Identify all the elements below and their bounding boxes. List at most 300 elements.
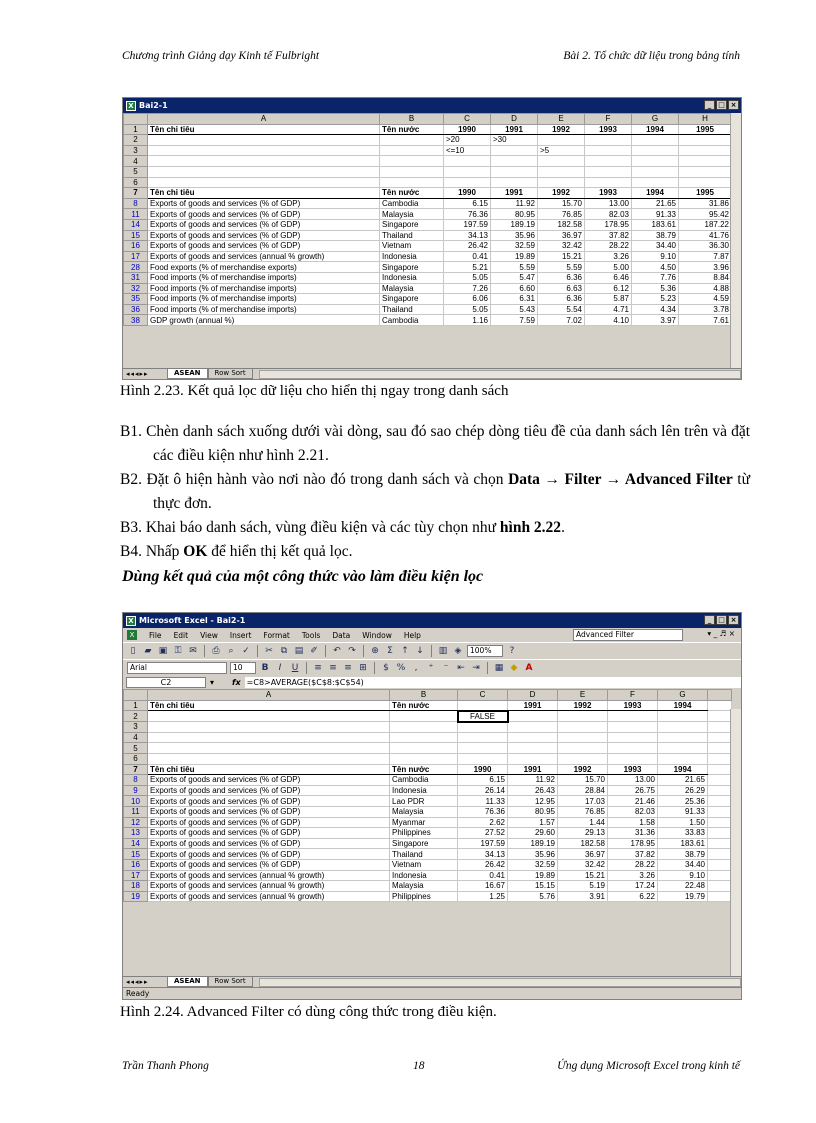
cell[interactable] <box>632 145 679 156</box>
cell[interactable] <box>148 135 380 146</box>
cell[interactable]: 3.78 <box>679 304 732 315</box>
cell[interactable]: 11.92 <box>508 775 558 786</box>
cell[interactable]: Indonesia <box>380 272 444 283</box>
cell[interactable] <box>679 177 732 188</box>
cell[interactable] <box>608 743 658 754</box>
cell[interactable] <box>491 177 538 188</box>
cell[interactable]: 26.14 <box>458 785 508 796</box>
column-header[interactable]: E <box>538 114 585 125</box>
align-left-icon[interactable]: ≡ <box>314 663 322 673</box>
help-question-box[interactable]: Advanced Filter <box>573 629 683 641</box>
cell[interactable]: 5.87 <box>585 294 632 305</box>
cell[interactable]: Thailand <box>380 304 444 315</box>
row-header[interactable]: 5 <box>124 743 148 754</box>
cell[interactable]: Food imports (% of merchandise imports) <box>148 283 380 294</box>
cell[interactable]: Exports of goods and services (% of GDP) <box>148 859 390 870</box>
minimize-icon[interactable]: _ <box>704 615 715 625</box>
workbook-icon[interactable]: X <box>127 630 137 640</box>
worksheet-grid[interactable] <box>123 113 732 326</box>
cell[interactable]: Tên chỉ tiêu <box>148 700 390 711</box>
cell[interactable] <box>491 156 538 167</box>
open-icon[interactable]: ▰ <box>144 646 152 656</box>
cell[interactable]: Tên nước <box>380 124 444 135</box>
cell[interactable]: 5.05 <box>444 272 491 283</box>
cell[interactable] <box>148 722 390 733</box>
cell[interactable]: Vietnam <box>390 859 458 870</box>
cell[interactable] <box>708 870 732 881</box>
cell[interactable]: Food imports (% of merchandise imports) <box>148 294 380 305</box>
cell[interactable] <box>538 166 585 177</box>
menu-insert[interactable]: Insert <box>229 630 252 640</box>
row-header[interactable]: 7 <box>124 188 148 199</box>
increase-indent-icon[interactable]: ⇥ <box>472 663 480 673</box>
paste-icon[interactable]: ▤ <box>294 646 304 656</box>
row-header[interactable]: 9 <box>124 785 148 796</box>
cell[interactable]: Tên nước <box>390 764 458 775</box>
cell[interactable] <box>458 700 508 711</box>
cell[interactable]: 35.96 <box>508 849 558 860</box>
cell[interactable] <box>585 135 632 146</box>
format-painter-icon[interactable]: ✐ <box>310 646 318 656</box>
row-header[interactable]: 16 <box>124 859 148 870</box>
cell[interactable]: 6.46 <box>585 272 632 283</box>
cell[interactable]: 187.22 <box>679 219 732 230</box>
cell[interactable]: Exports of goods and services (% of GDP) <box>148 817 390 828</box>
cell[interactable]: 26.42 <box>444 241 491 252</box>
minimize-icon[interactable]: _ <box>704 100 715 110</box>
maximize-icon[interactable]: □ <box>716 615 727 625</box>
cell[interactable]: 1994 <box>632 124 679 135</box>
cell[interactable]: Exports of goods and services (annual % growth) <box>148 870 390 881</box>
menu-data[interactable]: Data <box>332 630 351 640</box>
tab-nav-arrows-icon[interactable]: ◂◂◂▸▸ <box>126 978 149 986</box>
cell[interactable]: Tên nước <box>380 188 444 199</box>
italic-icon[interactable]: I <box>278 663 282 673</box>
cell[interactable]: 34.13 <box>444 230 491 241</box>
cell[interactable]: 26.42 <box>458 859 508 870</box>
cell[interactable]: GDP growth (annual %) <box>148 315 380 326</box>
maximize-icon[interactable]: □ <box>716 100 727 110</box>
cell[interactable]: 1992 <box>558 764 608 775</box>
name-box[interactable]: C2 <box>126 677 206 688</box>
cell[interactable]: 5.05 <box>444 304 491 315</box>
cell[interactable]: 178.95 <box>585 219 632 230</box>
cell[interactable] <box>658 732 708 743</box>
cell[interactable] <box>508 743 558 754</box>
row-header[interactable]: 18 <box>124 881 148 892</box>
redo-icon[interactable]: ↷ <box>348 646 356 656</box>
cell[interactable] <box>148 145 380 156</box>
cell[interactable] <box>708 828 732 839</box>
formula-input[interactable]: =C8>AVERAGE($C$8:$C$54) <box>245 677 741 688</box>
cell[interactable] <box>658 743 708 754</box>
row-header[interactable]: 14 <box>124 219 148 230</box>
cell[interactable]: 6.15 <box>444 198 491 209</box>
cell[interactable]: FALSE <box>458 711 508 722</box>
cell[interactable]: 6.31 <box>491 294 538 305</box>
cell[interactable] <box>558 722 608 733</box>
cell[interactable]: Lao PDR <box>390 796 458 807</box>
cell[interactable]: Exports of goods and services (% of GDP) <box>148 775 390 786</box>
cell[interactable] <box>708 785 732 796</box>
cell[interactable]: 82.03 <box>608 806 658 817</box>
cell[interactable] <box>679 135 732 146</box>
cell[interactable]: Food imports (% of merchandise imports) <box>148 272 380 283</box>
cell[interactable]: 1.57 <box>508 817 558 828</box>
column-header[interactable]: F <box>608 690 658 701</box>
cell[interactable]: Indonesia <box>390 870 458 881</box>
cell[interactable]: 76.36 <box>458 806 508 817</box>
function-icon[interactable]: fx <box>232 678 241 687</box>
worksheet-grid[interactable] <box>123 689 732 902</box>
menu-edit[interactable]: Edit <box>173 630 189 640</box>
cell[interactable]: 15.70 <box>558 775 608 786</box>
comma-icon[interactable]: , <box>414 663 418 673</box>
cell[interactable] <box>444 156 491 167</box>
cell[interactable]: <=10 <box>444 145 491 156</box>
cell[interactable]: 3.26 <box>608 870 658 881</box>
cell[interactable] <box>558 732 608 743</box>
spelling-icon[interactable]: ✓ <box>242 646 250 656</box>
row-header[interactable]: 8 <box>124 775 148 786</box>
cell[interactable]: 1.16 <box>444 315 491 326</box>
new-icon[interactable]: ▯ <box>130 646 136 656</box>
cell[interactable]: Tên nước <box>390 700 458 711</box>
cell[interactable]: Malaysia <box>380 209 444 220</box>
tab-asean[interactable]: ASEAN <box>167 977 208 987</box>
cell[interactable]: >5 <box>538 145 585 156</box>
cell[interactable]: 28.84 <box>558 785 608 796</box>
tab-row-sort[interactable]: Row Sort <box>208 977 253 987</box>
cell[interactable]: 7.02 <box>538 315 585 326</box>
cell[interactable]: 4.71 <box>585 304 632 315</box>
cell[interactable]: 0.41 <box>458 870 508 881</box>
tab-asean[interactable]: ASEAN <box>167 369 208 379</box>
column-header[interactable]: A <box>148 114 380 125</box>
cell[interactable]: Indonesia <box>390 785 458 796</box>
row-header[interactable]: 11 <box>124 806 148 817</box>
column-header[interactable] <box>708 690 732 701</box>
cell[interactable]: 1994 <box>658 700 708 711</box>
cell[interactable] <box>538 135 585 146</box>
cell[interactable]: 41.76 <box>679 230 732 241</box>
vertical-scrollbar[interactable] <box>730 113 741 368</box>
align-right-icon[interactable]: ≡ <box>344 663 352 673</box>
cell[interactable]: 5.00 <box>585 262 632 273</box>
hyperlink-icon[interactable]: ⊕ <box>371 646 379 656</box>
cell[interactable]: 1990 <box>444 188 491 199</box>
cell[interactable] <box>380 166 444 177</box>
cell[interactable]: Vietnam <box>380 241 444 252</box>
cell[interactable] <box>508 711 558 722</box>
cell[interactable]: Philippines <box>390 891 458 902</box>
column-header[interactable]: D <box>491 114 538 125</box>
cell[interactable] <box>458 722 508 733</box>
cell[interactable]: 5.54 <box>538 304 585 315</box>
cell[interactable]: Exports of goods and services (% of GDP) <box>148 785 390 796</box>
vertical-scrollbar[interactable] <box>730 709 741 976</box>
borders-icon[interactable]: ▦ <box>494 663 504 673</box>
cell[interactable] <box>708 859 732 870</box>
cell[interactable] <box>585 166 632 177</box>
cell[interactable]: 183.61 <box>658 838 708 849</box>
cell[interactable]: 6.63 <box>538 283 585 294</box>
cell[interactable]: 5.59 <box>491 262 538 273</box>
cell[interactable]: 19.89 <box>508 870 558 881</box>
row-header[interactable]: 35 <box>124 294 148 305</box>
cell[interactable]: 4.50 <box>632 262 679 273</box>
column-header[interactable]: D <box>508 690 558 701</box>
cell[interactable]: Exports of goods and services (% of GDP) <box>148 241 380 252</box>
cell[interactable]: 37.82 <box>608 849 658 860</box>
cell[interactable]: 76.36 <box>444 209 491 220</box>
cell[interactable]: Exports of goods and services (% of GDP) <box>148 838 390 849</box>
cell[interactable]: 34.13 <box>458 849 508 860</box>
cell[interactable] <box>608 711 658 722</box>
cell[interactable]: 26.43 <box>508 785 558 796</box>
row-header[interactable]: 15 <box>124 230 148 241</box>
row-header[interactable]: 4 <box>124 732 148 743</box>
cell[interactable] <box>458 753 508 764</box>
cell[interactable]: 4.10 <box>585 315 632 326</box>
print-preview-icon[interactable]: ⌕ <box>228 646 234 656</box>
cell[interactable]: Exports of goods and services (annual % growth) <box>148 881 390 892</box>
cell[interactable]: Tên chỉ tiêu <box>148 124 380 135</box>
dropdown-arrow-icon[interactable]: ▾ <box>210 678 215 687</box>
column-header[interactable]: B <box>390 690 458 701</box>
cell[interactable] <box>148 177 380 188</box>
cell[interactable]: 1.44 <box>558 817 608 828</box>
cell[interactable]: 189.19 <box>508 838 558 849</box>
cell[interactable]: 15.70 <box>538 198 585 209</box>
cell[interactable]: >30 <box>491 135 538 146</box>
cell[interactable]: 32.59 <box>508 859 558 870</box>
cell[interactable]: 15.21 <box>558 870 608 881</box>
cut-icon[interactable]: ✂ <box>265 646 273 656</box>
row-header[interactable]: 38 <box>124 315 148 326</box>
cell[interactable] <box>608 722 658 733</box>
row-header[interactable]: 6 <box>124 177 148 188</box>
cell[interactable] <box>380 135 444 146</box>
cell[interactable] <box>679 145 732 156</box>
row-header[interactable]: 15 <box>124 849 148 860</box>
row-header[interactable]: 2 <box>124 135 148 146</box>
cell[interactable] <box>458 743 508 754</box>
cell[interactable]: 91.33 <box>658 806 708 817</box>
row-header[interactable]: 4 <box>124 156 148 167</box>
cell[interactable]: 32.42 <box>558 859 608 870</box>
cell[interactable] <box>508 732 558 743</box>
row-header[interactable]: 10 <box>124 796 148 807</box>
select-all-corner[interactable] <box>124 690 148 701</box>
cell[interactable]: 7.61 <box>679 315 732 326</box>
cell[interactable]: 5.43 <box>491 304 538 315</box>
cell[interactable] <box>508 753 558 764</box>
cell[interactable]: 21.46 <box>608 796 658 807</box>
cell[interactable]: 1991 <box>491 124 538 135</box>
cell[interactable]: 6.36 <box>538 294 585 305</box>
cell[interactable]: Singapore <box>380 262 444 273</box>
cell[interactable] <box>708 711 732 722</box>
row-header[interactable]: 17 <box>124 870 148 881</box>
column-header[interactable]: F <box>585 114 632 125</box>
cell[interactable]: Singapore <box>380 219 444 230</box>
cell[interactable] <box>585 177 632 188</box>
cell[interactable] <box>608 753 658 764</box>
cell[interactable]: Cambodia <box>390 775 458 786</box>
cell[interactable]: Tên chỉ tiêu <box>148 188 380 199</box>
cell[interactable]: 17.24 <box>608 881 658 892</box>
cell[interactable]: 3.96 <box>679 262 732 273</box>
column-header[interactable]: G <box>658 690 708 701</box>
column-header[interactable]: A <box>148 690 390 701</box>
cell[interactable] <box>380 177 444 188</box>
cell[interactable]: 189.19 <box>491 219 538 230</box>
cell[interactable]: 34.40 <box>632 241 679 252</box>
cell[interactable]: 25.36 <box>658 796 708 807</box>
cell[interactable]: Indonesia <box>380 251 444 262</box>
cell[interactable]: 31.36 <box>608 828 658 839</box>
row-header[interactable]: 16 <box>124 241 148 252</box>
cell[interactable]: 182.58 <box>538 219 585 230</box>
row-header[interactable]: 1 <box>124 124 148 135</box>
column-header[interactable]: C <box>458 690 508 701</box>
row-header[interactable]: 5 <box>124 166 148 177</box>
sort-ascending-icon[interactable]: ↑ <box>401 646 409 656</box>
cell[interactable]: Exports of goods and services (% of GDP) <box>148 828 390 839</box>
cell[interactable]: 4.34 <box>632 304 679 315</box>
cell[interactable]: 36.30 <box>679 241 732 252</box>
cell[interactable]: 1993 <box>608 700 658 711</box>
close-icon[interactable]: × <box>728 100 739 110</box>
cell[interactable]: 6.12 <box>585 283 632 294</box>
cell[interactable]: Food exports (% of merchandise exports) <box>148 262 380 273</box>
cell[interactable]: 82.03 <box>585 209 632 220</box>
column-header[interactable]: C <box>444 114 491 125</box>
cell[interactable]: 16.67 <box>458 881 508 892</box>
cell[interactable] <box>708 764 732 775</box>
cell[interactable] <box>632 177 679 188</box>
cell[interactable]: 5.36 <box>632 283 679 294</box>
row-header[interactable]: 13 <box>124 828 148 839</box>
row-header[interactable]: 12 <box>124 817 148 828</box>
drawing-icon[interactable]: ◈ <box>454 646 462 656</box>
cell[interactable]: 1990 <box>444 124 491 135</box>
cell[interactable]: 3.97 <box>632 315 679 326</box>
row-header[interactable]: 31 <box>124 272 148 283</box>
cell[interactable]: 1992 <box>538 124 585 135</box>
cell[interactable]: Exports of goods and services (% of GDP) <box>148 849 390 860</box>
cell[interactable]: 4.88 <box>679 283 732 294</box>
cell[interactable]: 197.59 <box>444 219 491 230</box>
cell[interactable]: 6.06 <box>444 294 491 305</box>
cell[interactable] <box>508 722 558 733</box>
cell[interactable]: 33.83 <box>658 828 708 839</box>
cell[interactable]: 5.19 <box>558 881 608 892</box>
cell[interactable]: 19.89 <box>491 251 538 262</box>
zoom-select[interactable]: 100% <box>467 645 503 657</box>
email-icon[interactable]: ✉ <box>189 646 197 656</box>
cell[interactable]: 95.42 <box>679 209 732 220</box>
sort-descending-icon[interactable]: ↓ <box>416 646 424 656</box>
cell[interactable] <box>708 849 732 860</box>
cell[interactable] <box>558 743 608 754</box>
cell[interactable]: 7.76 <box>632 272 679 283</box>
tab-row-sort[interactable]: Row Sort <box>208 369 253 379</box>
cell[interactable]: 12.95 <box>508 796 558 807</box>
help-icon[interactable]: ? <box>509 646 515 656</box>
row-header[interactable]: 3 <box>124 145 148 156</box>
cell[interactable]: 1993 <box>585 124 632 135</box>
increase-decimal-icon[interactable]: ⁺ <box>428 663 434 673</box>
cell[interactable]: 5.59 <box>538 262 585 273</box>
cell[interactable] <box>148 711 390 722</box>
cell[interactable] <box>708 743 732 754</box>
cell[interactable]: 6.22 <box>608 891 658 902</box>
cell[interactable] <box>708 700 732 711</box>
cell[interactable] <box>444 177 491 188</box>
cell[interactable] <box>380 145 444 156</box>
cell[interactable] <box>148 732 390 743</box>
cell[interactable]: Food imports (% of merchandise imports) <box>148 304 380 315</box>
cell[interactable]: 38.79 <box>632 230 679 241</box>
cell[interactable]: 80.95 <box>491 209 538 220</box>
cell[interactable] <box>148 743 390 754</box>
cell[interactable]: Myanmar <box>390 817 458 828</box>
cell[interactable] <box>708 838 732 849</box>
cell[interactable]: 8.84 <box>679 272 732 283</box>
cell[interactable]: Exports of goods and services (annual % growth) <box>148 251 380 262</box>
cell[interactable]: 1991 <box>491 188 538 199</box>
cell[interactable]: 15.15 <box>508 881 558 892</box>
copy-icon[interactable]: ⧉ <box>280 646 288 656</box>
cell[interactable]: 1994 <box>658 764 708 775</box>
cell[interactable]: Thailand <box>380 230 444 241</box>
menu-help[interactable]: Help <box>403 630 421 640</box>
cell[interactable] <box>708 817 732 828</box>
row-header[interactable]: 19 <box>124 891 148 902</box>
cell[interactable] <box>491 166 538 177</box>
row-header[interactable]: 36 <box>124 304 148 315</box>
cell[interactable]: Singapore <box>390 838 458 849</box>
row-header[interactable]: 28 <box>124 262 148 273</box>
save-icon[interactable]: ▣ <box>158 646 168 656</box>
cell[interactable] <box>390 743 458 754</box>
cell[interactable] <box>458 732 508 743</box>
row-header[interactable]: 8 <box>124 198 148 209</box>
cell[interactable]: 36.97 <box>558 849 608 860</box>
cell[interactable]: 183.61 <box>632 219 679 230</box>
horizontal-scrollbar[interactable] <box>259 370 741 379</box>
cell[interactable]: 197.59 <box>458 838 508 849</box>
align-center-icon[interactable]: ≡ <box>329 663 337 673</box>
cell[interactable]: 19.79 <box>658 891 708 902</box>
cell[interactable]: 11.33 <box>458 796 508 807</box>
row-header[interactable]: 6 <box>124 753 148 764</box>
cell[interactable]: Singapore <box>380 294 444 305</box>
tab-nav-arrows-icon[interactable]: ◂◂◂▸▸ <box>126 370 149 378</box>
cell[interactable] <box>390 711 458 722</box>
print-icon[interactable]: ⎙ <box>212 646 220 656</box>
cell[interactable]: 76.85 <box>538 209 585 220</box>
cell[interactable]: 1995 <box>679 124 732 135</box>
cell[interactable]: 3.26 <box>585 251 632 262</box>
column-header[interactable]: B <box>380 114 444 125</box>
cell[interactable]: 0.41 <box>444 251 491 262</box>
cell[interactable]: 9.10 <box>658 870 708 881</box>
currency-icon[interactable]: $ <box>383 663 389 673</box>
cell[interactable] <box>658 722 708 733</box>
